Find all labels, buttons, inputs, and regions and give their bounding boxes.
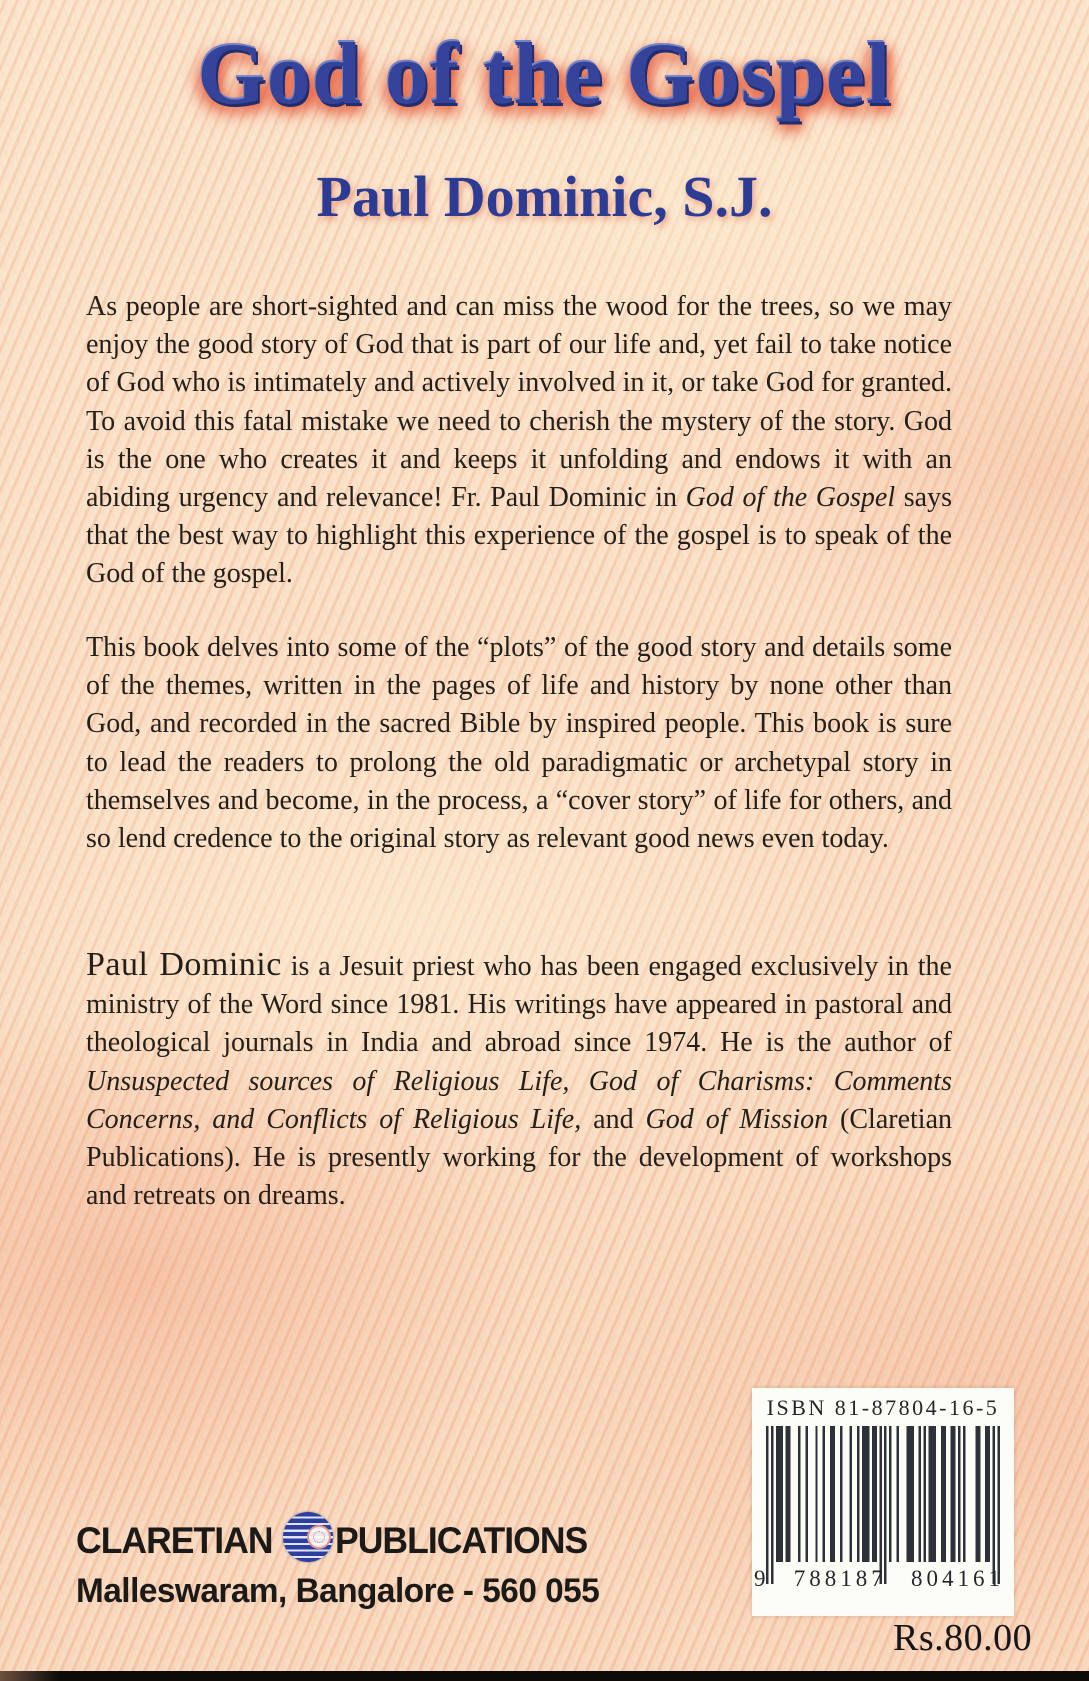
ean-right-group: 804161 [911,1566,1004,1591]
book-author: Paul Dominic, S.J. [316,164,773,229]
text-run: God of Mission [645,1103,829,1135]
publisher-name-left: CLARETIAN [76,1520,273,1561]
text-run: (Claretian Publications). He is presently working for the development of workshops and retreats on dreams. [86,1103,952,1212]
text-run: God of the Gospel [685,482,896,514]
text-run: Unsuspected sources of Religious Life, God of Charisms: Comments Concerns, and Conflicts of Religious Life, [86,1065,952,1135]
isbn-number: ISBN 81-87804-16-5 [766,1395,1000,1420]
text-run: Paul Dominic [86,946,282,983]
synopsis-paragraph-1 [86,288,952,594]
publisher-name-right: PUBLICATIONS [334,1520,588,1561]
publisher-block [76,1512,610,1611]
barcode-digits [754,1566,1004,1592]
synopsis-paragraph-2 [86,629,952,858]
text-run: is a Jesuit priest who has been engaged exclusively in the ministry of the Word since 1981. His writings have appeared in pastoral and theological journals in India and abroad since 1974. He is the author of [86,951,952,1059]
text-run: says that the best way to highlight this experience of the gospel is to speak of the God of the gospel. [86,482,952,590]
price-label: Rs.80.00 [893,1617,1033,1659]
text-run: As people are short-sighted and can miss the wood for the trees, so we may enjoy the good story of God that is part of our life and, yet fail to take notice of God who is intimately and actively involved in it, or take God for granted. To avoid this fatal mistake we need to cherish the mystery of the story. God is the one who creates it and keeps it unfolding and endows it with an abiding urgency and relevance! Fr. Paul Dominic in [86,291,952,514]
book-title: God of the Gospel [197,26,892,123]
text-run: and [581,1103,646,1135]
ean-left-group: 788187 [793,1566,887,1591]
globe-emblem-icon [307,1525,331,1549]
ean-first-digit: 9 [754,1566,770,1591]
globe-icon [283,1512,333,1562]
publisher-address: Malleswaram, Bangalore - 560 055 [76,1572,600,1610]
text-run: This book delves into some of the “plots” of the good story and details some of the themes, written in the pages of life and history by none other than God, and recorded in the sacred Bible by inspired people. This book is sure to lead the readers to prolong the old paradigmatic or archetypal story in themselves and become, in the process, a “cover story” of life for others, and so lend credence to the original story as relevant good news even today. [86,632,952,855]
scan-edge [0,1671,1089,1681]
author-bio-paragraph [86,946,952,1215]
barcode-image [766,1426,1000,1584]
barcode-label [752,1388,1014,1616]
